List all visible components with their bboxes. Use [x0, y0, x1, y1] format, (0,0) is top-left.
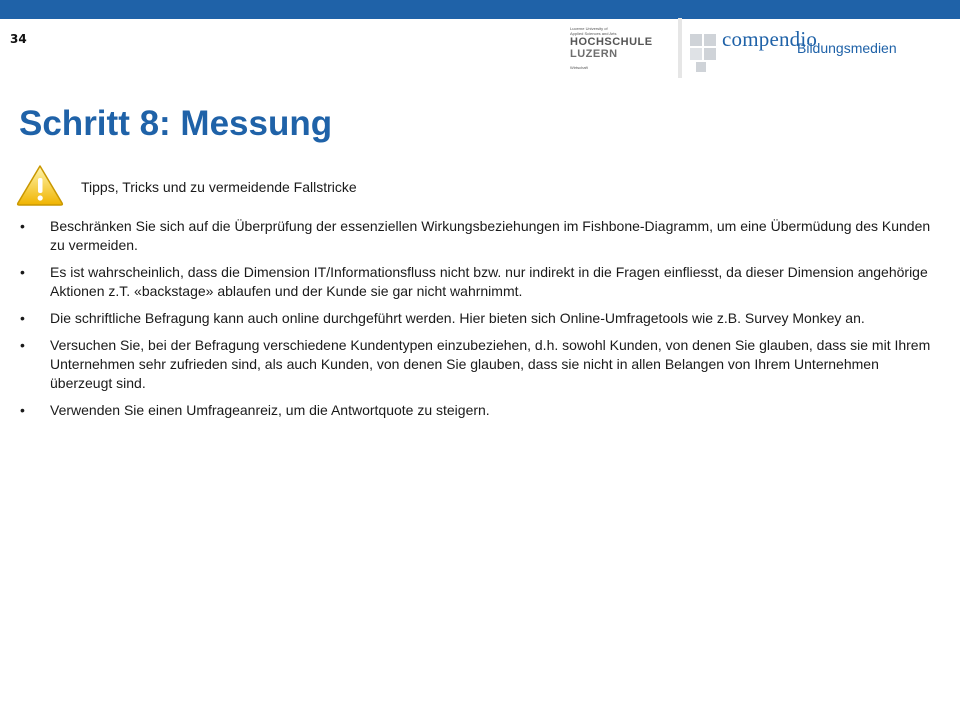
list-item [20, 309, 940, 328]
compendio-logo-subtitle: Bildungsmedien [797, 40, 897, 56]
page-number: 34 [10, 32, 27, 46]
slide-title: Schritt 8: Messung [19, 104, 333, 143]
bullet-marker: • [20, 402, 25, 418]
compendio-logo-name: compendio [722, 27, 818, 51]
hslu-logo-name1: HOCHSCHULE [570, 36, 653, 48]
hslu-logo-line2: Applied Sciences and Arts [570, 31, 617, 36]
list-item [20, 217, 940, 255]
bullet-text: Versuchen Sie, bei der Befragung verschiedene Kundentypen einzubeziehen, d.h. sowohl Kunden, von denen Sie glauben, dass sie mit Ihrem Unternehmen sehr zufrieden sind, als auch Kunden, von denen Sie glauben, dass sie nicht in allen Belangen von Ihrem Unternehmen überzeugt sind. [50, 337, 931, 391]
warning-triangle-icon [16, 163, 64, 207]
list-item [20, 336, 940, 393]
bullet-text: Die schriftliche Befragung kann auch online durchgeführt werden. Hier bieten sich Online-Umfragetools wie z.B. Survey Monkey an. [50, 310, 865, 326]
bullet-text: Verwenden Sie einen Umfrageanreiz, um die Antwortquote zu steigern. [50, 402, 490, 418]
tips-list [20, 217, 940, 428]
tips-heading: Tipps, Tricks und zu vermeidende Fallstricke [81, 179, 357, 195]
bullet-text: Es ist wahrscheinlich, dass die Dimension IT/Informationsfluss nicht bzw. nur indirekt in die Fragen einfliesst, da dieser Dimension angehörige Aktionen z.T. «backstage» ablaufen und der Kunde sie gar nicht wahrnimmt. [50, 264, 928, 299]
bullet-marker: • [20, 218, 25, 234]
hslu-logo [570, 26, 653, 70]
bullet-marker: • [20, 264, 25, 280]
top-banner [0, 0, 960, 19]
hslu-logo-line1: Lucerne University of [570, 26, 608, 31]
bullet-marker: • [20, 310, 25, 326]
list-item [20, 401, 940, 420]
bullet-text: Beschränken Sie sich auf die Überprüfung der essenziellen Wirkungsbeziehungen im Fishbone-Diagramm, um eine Übermüdung des Kunden zu vermeiden. [50, 218, 931, 253]
hslu-logo-department: Wirtschaft [570, 65, 588, 70]
list-item [20, 263, 940, 301]
hslu-logo-name2: LUZERN [570, 48, 618, 60]
bullet-marker: • [20, 337, 25, 353]
